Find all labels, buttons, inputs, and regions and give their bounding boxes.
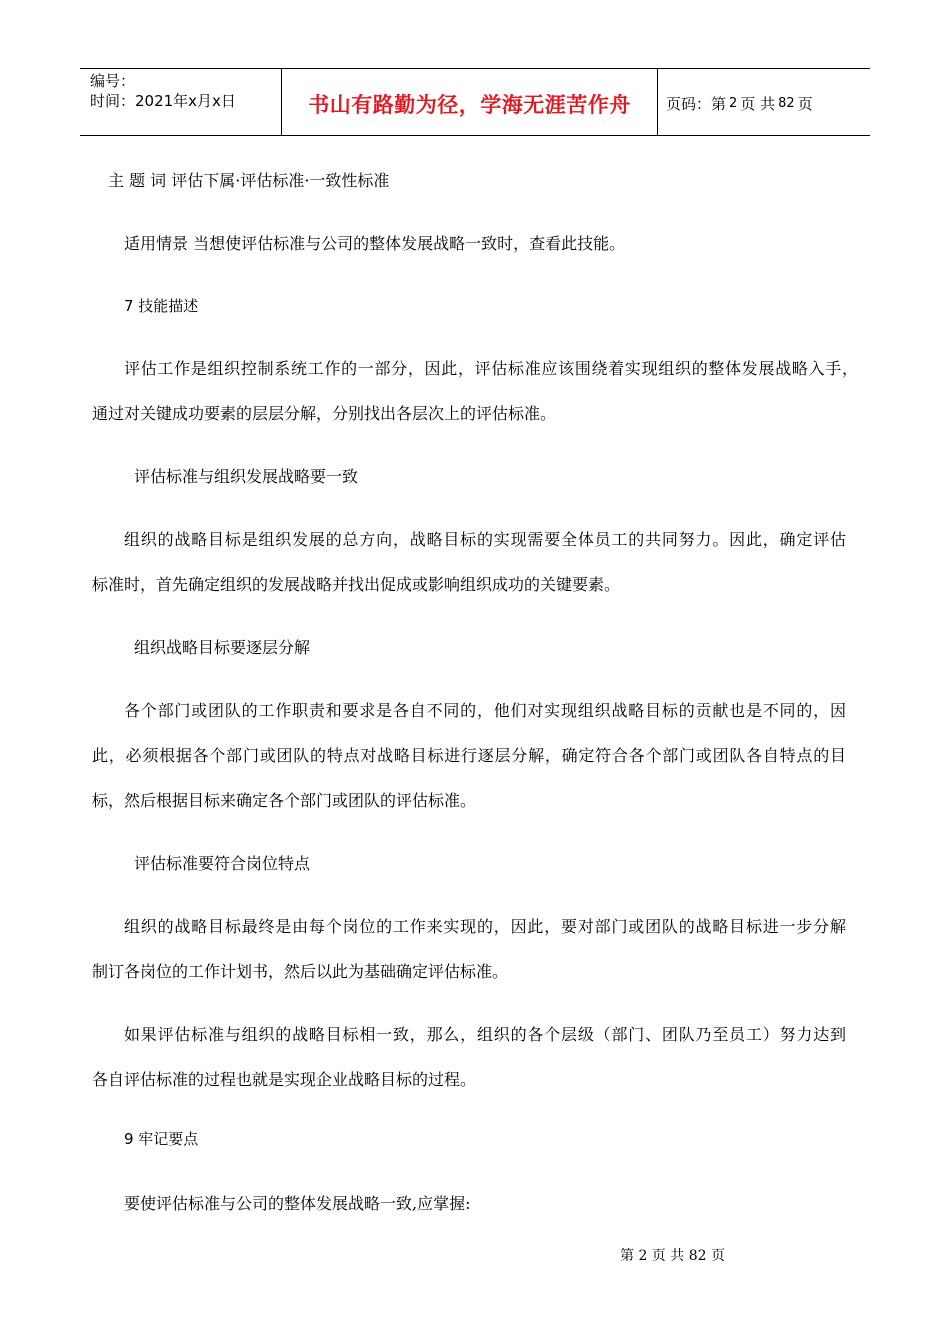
paragraph-2-line-1: 组织的战略目标是组织发展的总方向，战略目标的实现需要全体员工的共同努力。因此，确定评估 — [124, 530, 846, 549]
subheading-1: 评估标准与组织发展战略要一致 — [134, 467, 359, 486]
paragraph-4-line-2: 制订各岗位的工作计划书，然后以此为基础确定评估标准。 — [92, 962, 509, 981]
paragraph-5-line-2: 各自评估标准的过程也就是实现企业战略目标的过程。 — [92, 1070, 477, 1089]
paragraph-2-line-2: 标准时，首先确定组织的发展战略并找出促成或影响组织成功的关键要素。 — [92, 575, 621, 594]
page-footer: 第 2 页 共 82 页 — [620, 1248, 725, 1264]
paragraph-3-line-3: 标，然后根据目标来确定各个部门或团队的评估标准。 — [92, 791, 477, 810]
page-prefix: 页码：第 — [666, 94, 727, 113]
header-motto: 书山有路勤为径，学海无涯苦作舟 — [282, 69, 658, 135]
number-label: 编号： — [90, 72, 136, 90]
paragraph-3-line-1: 各个部门或团队的工作职责和要求是各自不同的，他们对实现组织战略目标的贡献也是不同的，因 — [124, 701, 846, 720]
paragraph-1-line-2: 通过对关键成功要素的层层分解，分别找出各层次上的评估标准。 — [92, 404, 557, 423]
paragraph-6: 要使评估标准与公司的整体发展战略一致,应掌握: — [124, 1194, 471, 1213]
section-heading-7: 7 技能描述 — [124, 297, 199, 315]
page-middle: 页 共 — [740, 94, 776, 113]
page-current: 2 — [729, 95, 738, 111]
paragraph-3-line-2: 此，必须根据各个部门或团队的特点对战略目标进行逐层分解，确定符合各个部门或团队各自特点的目 — [92, 746, 846, 765]
paragraph-5-line-1: 如果评估标准与组织的战略目标相一致，那么，组织的各个层级（部门、团队乃至员工）努力达到 — [124, 1025, 846, 1044]
paragraph-4-line-1: 组织的战略目标最终是由每个岗位的工作来实现的，因此，要对部门或团队的战略目标进一步分解 — [124, 917, 846, 936]
time-label: 时间：2021年x月x日 — [90, 92, 236, 110]
keywords-line: 主 题 词 评估下属·评估标准·一致性标准 — [108, 171, 390, 190]
document-header — [80, 68, 870, 136]
header-page-info — [658, 69, 870, 135]
section-heading-9: 9 牢记要点 — [124, 1130, 199, 1148]
paragraph-1-line-1: 评估工作是组织控制系统工作的一部分，因此，评估标准应该围绕着实现组织的整体发展战略入手， — [124, 359, 858, 378]
subheading-3: 评估标准要符合岗位特点 — [134, 854, 311, 873]
header-meta — [80, 69, 282, 135]
scenario-line: 适用情景 当想使评估标准与公司的整体发展战略一致时，查看此技能。 — [124, 234, 626, 253]
subheading-2: 组织战略目标要逐层分解 — [134, 638, 311, 657]
page-suffix: 页 — [797, 94, 813, 113]
page-total: 82 — [778, 95, 795, 111]
